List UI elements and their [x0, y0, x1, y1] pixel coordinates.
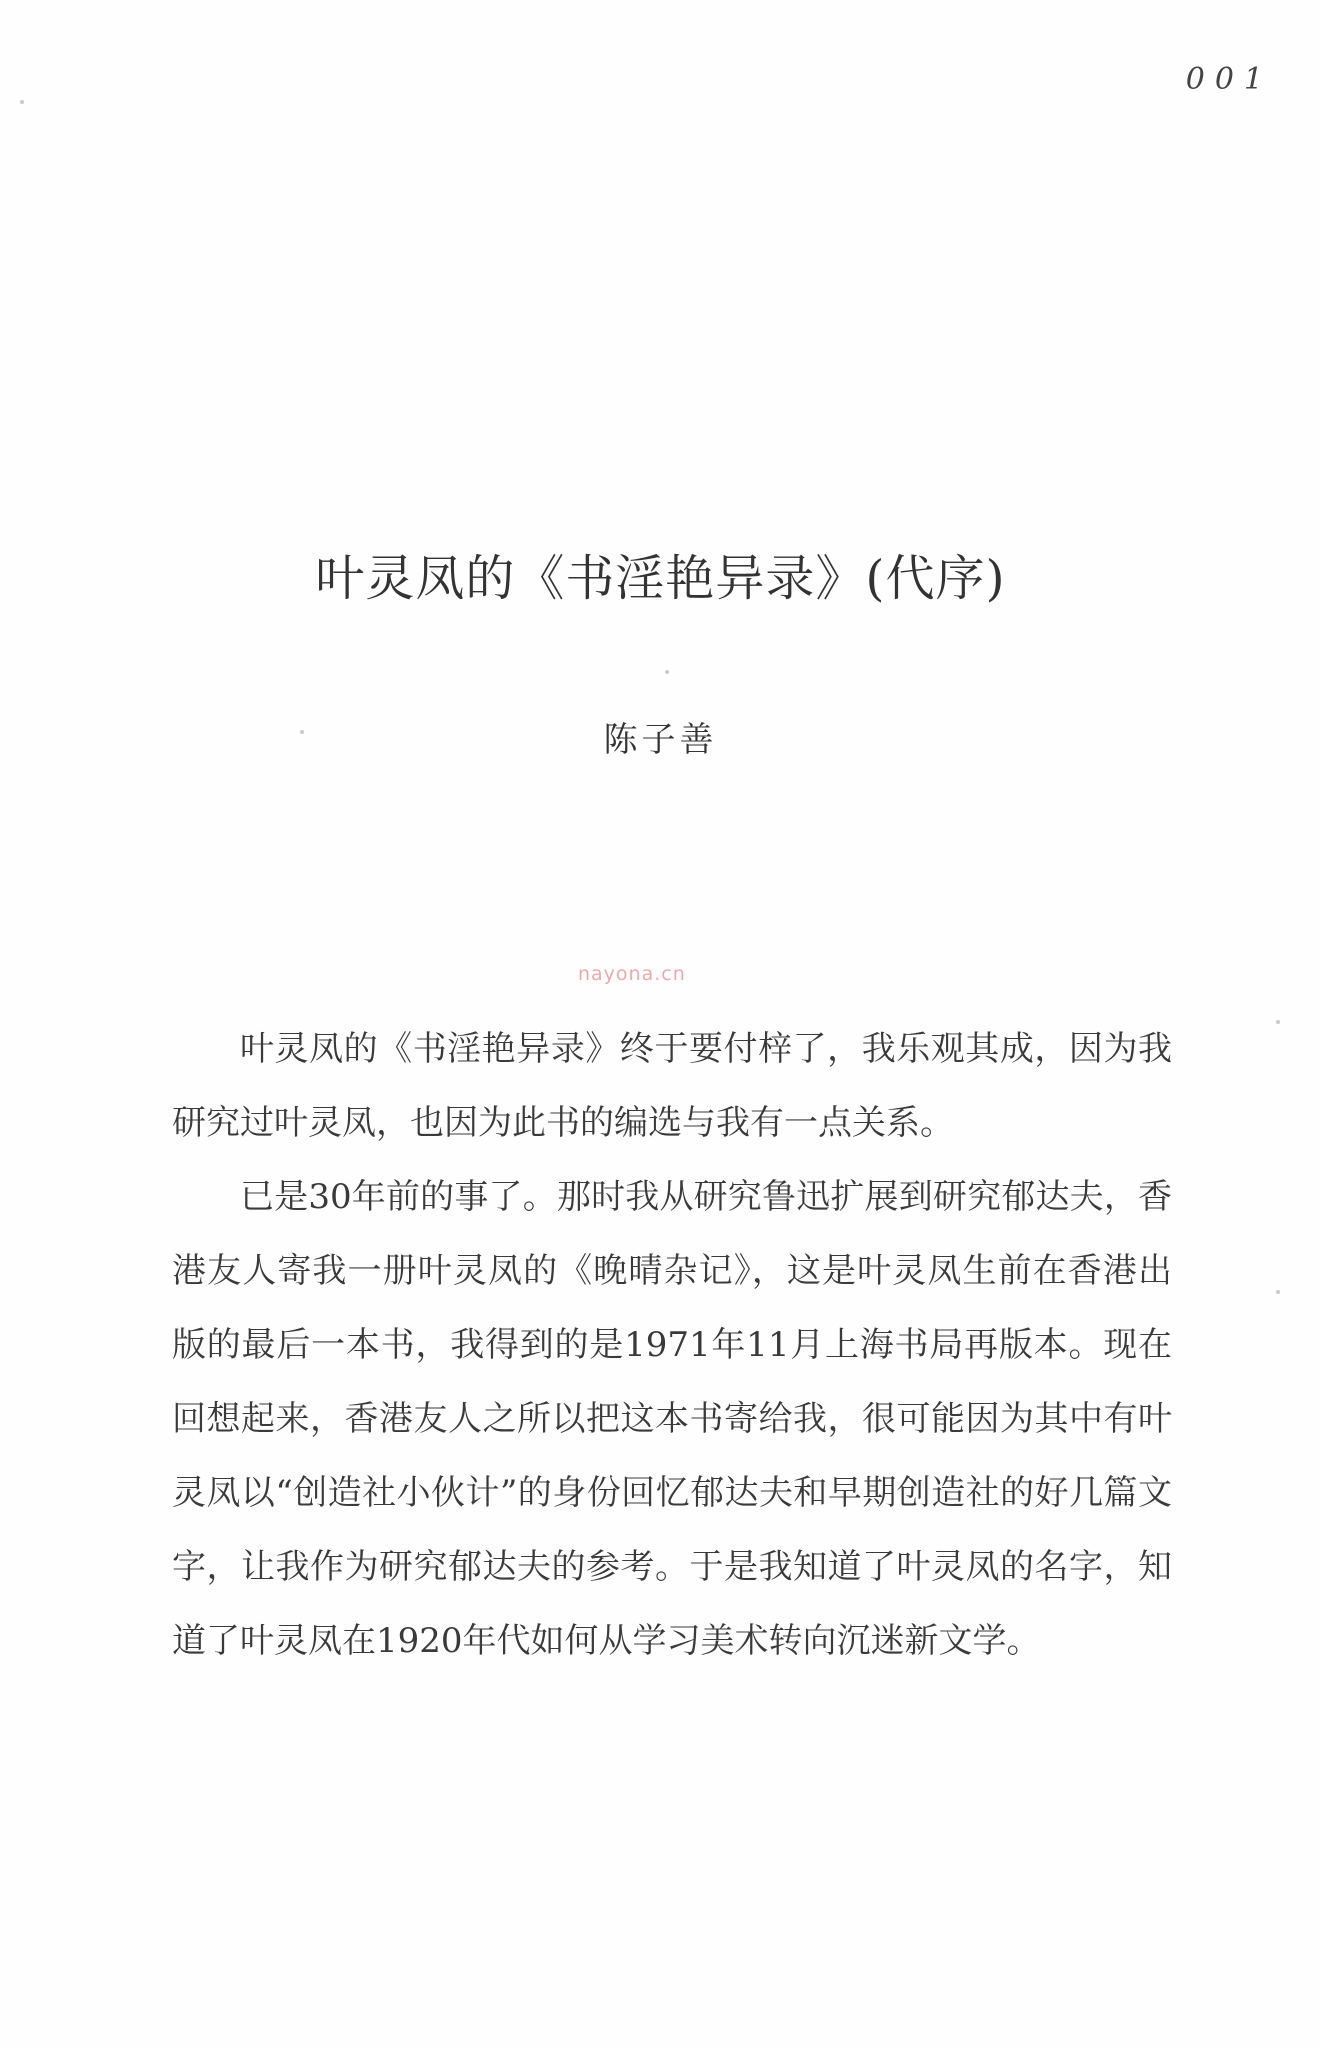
scan-speck: [300, 730, 304, 734]
paragraph-1: 叶灵凤的《书淫艳异录》终于要付梓了，我乐观其成，因为我研究过叶灵凤，也因为此书的编选与我有一点关系。: [172, 1029, 1172, 1143]
paragraph-2: 已是30年前的事了。那时我从研究鲁迅扩展到研究郁达夫，香港友人寄我一册叶灵凤的《晚晴杂记》，这是叶灵凤生前在香港出版的最后一本书，我得到的是1971年11月上海书局再版本。现在回想起来，香港友人之所以把这本书寄给我，很可能因为其中有叶灵凤以“创造社小伙计”的身份回忆郁达夫和早期创造社的好几篇文字，让我作为研究郁达夫的参考。于是我知道了叶灵凤的名字，知道了叶灵凤在1920年代如何从学习美术转向沉迷新文学。: [172, 1177, 1172, 1661]
page-number: 001: [1185, 62, 1273, 97]
chapter-title: 叶灵凤的《书淫艳异录》(代序): [315, 550, 1006, 607]
author-name: 陈子善: [603, 720, 718, 760]
scan-speck: [665, 670, 669, 674]
watermark: nayona.cn: [578, 963, 686, 985]
body-text: [172, 1012, 1172, 1678]
scan-speck: [1276, 1290, 1280, 1294]
scan-speck: [20, 100, 24, 104]
scan-speck: [1276, 1020, 1280, 1024]
